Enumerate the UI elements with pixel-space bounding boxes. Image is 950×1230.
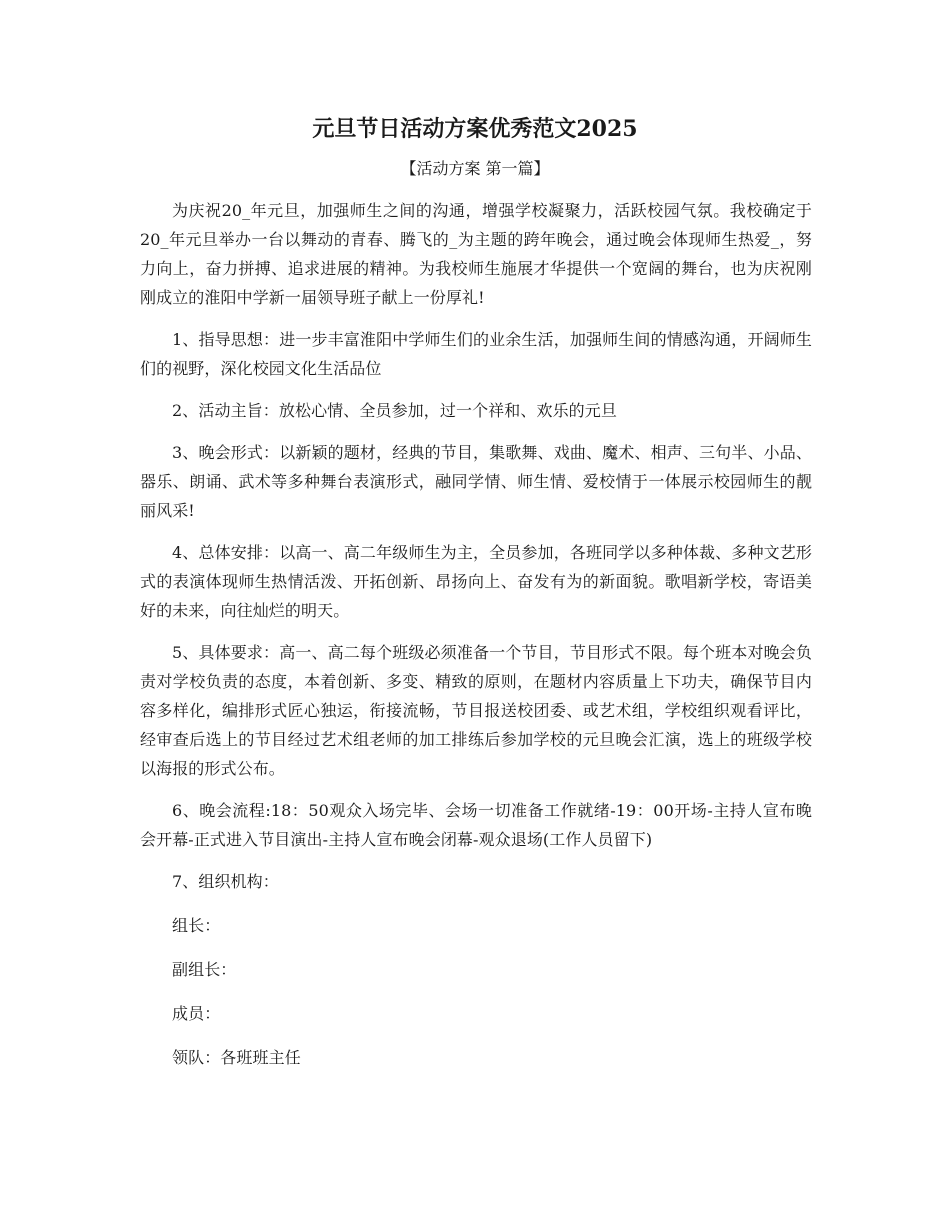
paragraph-specific-requirements: 5、具体要求：高一、高二每个班级必须准备一个节目，节目形式不限。每个班本对晚会负责对学校负责的态度，本着创新、多变、精致的原则，在题材内容质量上下功夫，确保节目内容多样化，编排形式匠心独运，衔接流畅，节目报送校团委、或艺术组，学校组织观看评比，经审查后选上的节目经过艺术组老师的加工排练后参加学校的元旦晚会汇演，选上的班级学校以海报的形式公布。 <box>140 643 812 778</box>
document-title: 元旦节日活动方案优秀范文2025 <box>312 116 638 142</box>
document-body <box>140 196 812 1087</box>
paragraph-party-format: 3、晚会形式：以新颖的题材，经典的节目，集歌舞、戏曲、魔术、相声、三句半、小品、器乐、朗诵、武术等多种舞台表演形式，融同学情、师生情、爱校情于一体展示校园师生的靓丽风采! <box>140 443 812 520</box>
paragraph-deputy-leader: 副组长： <box>172 960 237 979</box>
paragraph-members: 成员： <box>172 1004 221 1023</box>
paragraph-activity-purpose: 2、活动主旨：放松心情、全员参加，过一个祥和、欢乐的元旦 <box>172 401 617 420</box>
intro-paragraph: 为庆祝20_年元旦，加强师生之间的沟通，增强学校凝聚力，活跃校园气氛。我校确定于20_年元旦举办一台以舞动的青春、腾飞的_为主题的跨年晚会，通过晚会体现师生热爱_，努力向上，奋力拼搏、追求进展的精神。为我校师生施展才华提供一个宽阔的舞台，也为庆祝刚刚成立的淮阳中学新一届领导班子献上一份厚礼! <box>140 201 812 307</box>
paragraph-team-leaders: 领队：各班班主任 <box>172 1048 301 1067</box>
paragraph-group-leader: 组长： <box>172 916 221 935</box>
paragraph-organization: 7、组织机构： <box>172 872 279 891</box>
paragraph-guiding-thought: 1、指导思想：进一步丰富淮阳中学师生们的业余生活，加强师生间的情感沟通，开阔师生们的视野，深化校园文化生活品位 <box>140 330 812 378</box>
paragraph-overall-arrangement: 4、总体安排：以高一、高二年级师生为主，全员参加，各班同学以多种体裁、多种文艺形式的表演体现师生热情活泼、开拓创新、昂扬向上、奋发有为的新面貌。歌唱新学校，寄语美好的未来，向往灿烂的明天。 <box>140 543 812 620</box>
document-subtitle: 【活动方案 第一篇】 <box>400 159 550 178</box>
paragraph-party-schedule: 6、晚会流程:18：50观众入场完毕、会场一切准备工作就绪-19：00开场-主持人宣布晚会开幕-正式进入节目演出-主持人宣布晚会闭幕-观众退场(工作人员留下) <box>140 801 812 849</box>
